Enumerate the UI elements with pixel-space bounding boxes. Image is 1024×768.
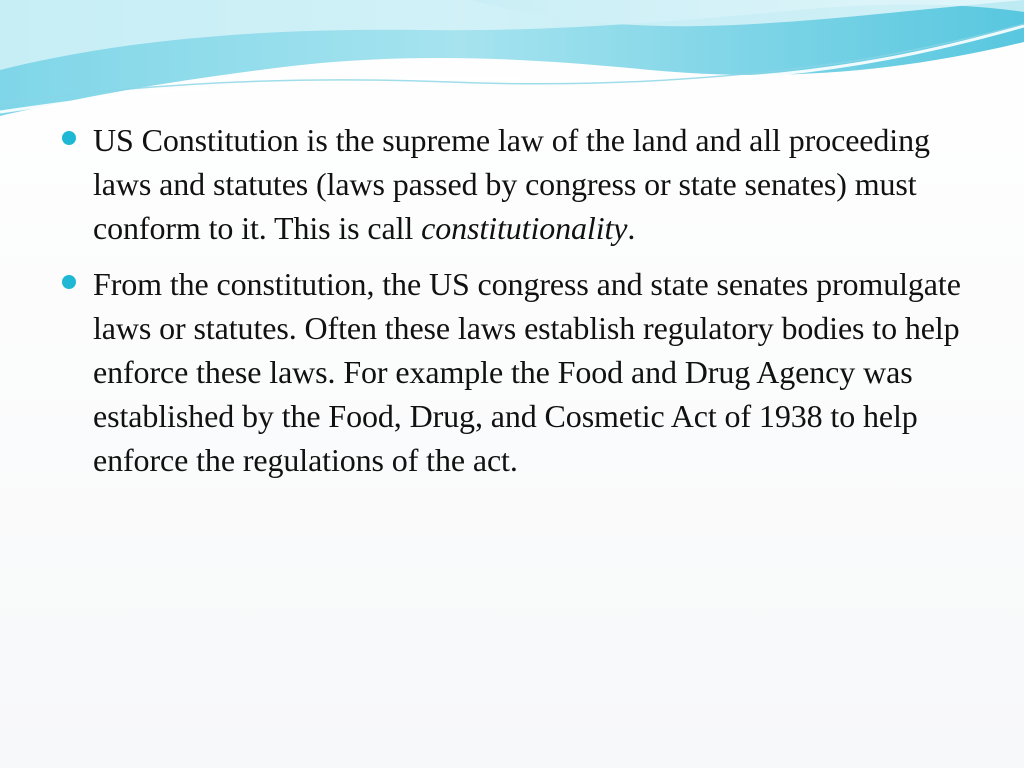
bullet-text: US Constitution is the supreme law of the land and all proceeding laws and statutes (laws passed by congress or state senates) must conform to it. This is call [93,122,930,246]
bullet-text: From the constitution, the US congress and state senates promulgate laws or statutes. Often these laws establish regulatory bodies to help enforce these laws. For example the Food and Drug Agency was established by the Food, Drug, and Cosmetic Act of 1938 to help enforce the regulations of the act. [93,266,961,478]
bullet-italic-term: constitutionality [421,210,628,246]
bullet-item-constitution [62,118,962,250]
bullet-dot-icon [62,131,76,145]
bullet-item-statutes [62,262,962,482]
header-wave-decoration [0,0,1024,130]
bullet-text-end: . [627,210,636,246]
bullet-list [62,118,962,482]
slide-content [62,118,962,494]
bullet-dot-icon [62,275,76,289]
